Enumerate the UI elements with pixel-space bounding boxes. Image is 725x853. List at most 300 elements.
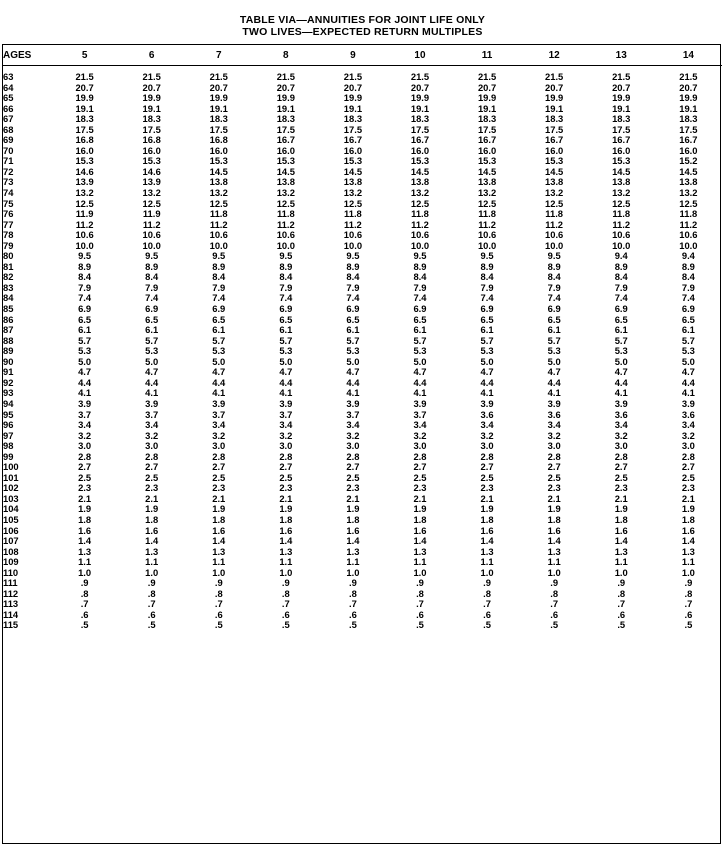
multiple-cell: 6.1 — [681, 324, 695, 336]
multiple-cell: .7 — [617, 598, 626, 610]
multiple-cell: 13.8 — [209, 176, 228, 188]
multiple-cell: 2.1 — [413, 492, 427, 504]
multiple-cell: 7.9 — [78, 281, 92, 293]
multiple-cell: 18.3 — [343, 113, 363, 125]
multiple-cell: 7.9 — [614, 281, 628, 293]
multiple-cell: 3.0 — [279, 440, 293, 452]
multiple-cell: 1.3 — [346, 545, 360, 557]
multiple-cell: 13.8 — [612, 176, 631, 188]
multiple-cell: 1.4 — [346, 535, 360, 547]
table-body — [3, 66, 722, 631]
multiple-cell: 4.4 — [279, 376, 293, 388]
multiple-cell: 2.8 — [279, 450, 293, 462]
multiple-cell: 4.1 — [78, 387, 92, 399]
multiple-cell: 4.4 — [480, 376, 494, 388]
multiple-cell: 1.6 — [78, 524, 92, 536]
table-frame — [2, 44, 721, 844]
multiple-cell: 5.0 — [78, 355, 92, 367]
multiple-cell: .8 — [80, 587, 89, 599]
table-row — [3, 399, 722, 410]
multiple-cell: 14.5 — [612, 165, 631, 177]
multiple-cell: 21.5 — [209, 71, 228, 82]
multiple-cell: 10.0 — [679, 239, 698, 251]
multiple-cell: 12.5 — [410, 197, 430, 209]
multiple-cell: 11.2 — [75, 218, 94, 230]
multiple-cell: .8 — [147, 587, 156, 599]
multiple-cell: 7.9 — [681, 281, 695, 293]
multiple-cell: 3.0 — [346, 440, 360, 452]
multiple-cell: 7.4 — [279, 292, 293, 304]
table-row — [3, 515, 722, 526]
multiple-cell: 11.8 — [478, 208, 496, 220]
multiple-cell: 6.9 — [279, 303, 293, 315]
multiple-cell: .8 — [684, 587, 693, 599]
multiple-cell: 1.8 — [145, 513, 159, 525]
multiple-cell: 15.3 — [343, 155, 363, 167]
multiple-cell: 19.9 — [276, 92, 295, 104]
multiple-cell: 1.9 — [413, 503, 427, 515]
multiple-cell: 2.1 — [212, 492, 226, 504]
multiple-cell: 7.4 — [413, 292, 427, 304]
multiple-cell: .9 — [684, 577, 693, 589]
row-age-label: 79 — [3, 239, 14, 251]
multiple-cell: 8.4 — [212, 271, 226, 283]
multiple-cell: 1.0 — [145, 566, 159, 578]
multiple-cell: 1.9 — [212, 503, 226, 515]
row-age-label: 82 — [3, 271, 14, 283]
row-age-label: 64 — [3, 81, 14, 93]
multiple-cell: .8 — [416, 587, 424, 599]
multiple-cell: 4.7 — [212, 366, 226, 378]
multiple-cell: 3.2 — [413, 429, 427, 441]
multiple-cell: 21.5 — [343, 71, 363, 82]
multiple-cell: 12.5 — [477, 197, 497, 209]
multiple-cell: 6.1 — [480, 324, 494, 336]
multiple-cell: 1.0 — [413, 566, 427, 578]
multiple-cell: 4.4 — [681, 376, 695, 388]
table-row — [3, 578, 722, 589]
multiple-cell: 7.9 — [480, 281, 494, 293]
multiple-cell: 4.1 — [480, 387, 494, 399]
multiple-cell: 4.1 — [681, 387, 695, 399]
multiple-cell: 13.8 — [545, 176, 564, 188]
multiple-cell: 8.9 — [480, 260, 494, 272]
multiple-cell: 3.6 — [480, 408, 494, 420]
multiple-cell: 2.1 — [480, 492, 494, 504]
multiple-cell: 1.6 — [346, 524, 360, 536]
multiple-cell: 2.1 — [78, 492, 92, 504]
column-header-age-6: 6 — [118, 45, 185, 66]
multiple-cell: 21.5 — [75, 71, 94, 82]
row-age-label: 83 — [3, 281, 14, 293]
multiple-cell: 1.4 — [547, 535, 561, 547]
multiple-cell: 12.5 — [679, 197, 698, 209]
table-row — [3, 420, 722, 431]
expected-return-multiples-table — [3, 45, 722, 631]
multiple-cell: 6.1 — [78, 324, 92, 336]
multiple-cell: 4.7 — [346, 366, 360, 378]
multiple-cell: 4.7 — [279, 366, 293, 378]
multiple-cell: 9.5 — [78, 250, 92, 262]
multiple-cell: 6.1 — [212, 324, 226, 336]
multiple-cell: 10.0 — [343, 239, 363, 251]
multiple-cell: 3.4 — [145, 419, 159, 431]
multiple-cell: 5.0 — [681, 355, 695, 367]
multiple-cell: 14.5 — [545, 165, 564, 177]
table-row — [3, 589, 722, 600]
multiple-cell: 16.0 — [477, 144, 497, 156]
multiple-cell: 2.5 — [547, 471, 561, 483]
multiple-cell: 4.4 — [614, 376, 628, 388]
table-row — [3, 72, 722, 83]
multiple-cell: 5.0 — [413, 355, 427, 367]
multiple-cell: 1.3 — [480, 545, 494, 557]
multiple-cell: 2.1 — [346, 492, 360, 504]
multiple-cell: 3.9 — [413, 397, 427, 409]
document-title — [0, 0, 725, 38]
multiple-cell: 19.9 — [410, 92, 430, 104]
row-age-label: 86 — [3, 313, 14, 325]
multiple-cell: 2.3 — [614, 482, 628, 494]
multiple-cell: 3.2 — [547, 429, 561, 441]
multiple-cell: 3.9 — [480, 397, 494, 409]
multiple-cell: 19.9 — [209, 92, 228, 104]
multiple-cell: 7.4 — [78, 292, 92, 304]
multiple-cell: 8.4 — [279, 271, 293, 283]
multiple-cell: 19.9 — [343, 92, 363, 104]
row-age-label: 103 — [3, 492, 19, 504]
multiple-cell: 1.0 — [212, 566, 226, 578]
multiple-cell: .7 — [550, 598, 559, 610]
multiple-cell: 14.6 — [75, 165, 94, 177]
multiple-cell: 1.9 — [614, 503, 628, 515]
multiple-cell: 1.0 — [480, 566, 494, 578]
multiple-cell: .5 — [416, 619, 424, 631]
multiple-cell: 1.4 — [614, 535, 628, 547]
multiple-cell: 19.1 — [276, 102, 295, 114]
multiple-cell: 1.4 — [681, 535, 695, 547]
multiple-cell: 4.4 — [78, 376, 92, 388]
multiple-cell: 14.5 — [477, 165, 497, 177]
row-age-label: 115 — [3, 619, 19, 631]
multiple-cell: 1.0 — [279, 566, 293, 578]
multiple-cell: 6.9 — [614, 303, 628, 315]
multiple-cell: 19.1 — [75, 102, 94, 114]
multiple-cell: 2.3 — [346, 482, 360, 494]
multiple-cell: 2.1 — [547, 492, 561, 504]
multiple-cell: 1.9 — [346, 503, 360, 515]
multiple-cell: 17.5 — [142, 123, 161, 135]
multiple-cell: 8.9 — [346, 260, 360, 272]
multiple-cell: .7 — [281, 598, 290, 610]
multiple-cell: 2.8 — [681, 450, 695, 462]
row-age-label: 88 — [3, 334, 14, 346]
multiple-cell: 5.3 — [614, 345, 628, 357]
row-age-label: 87 — [3, 324, 14, 336]
multiple-cell: 18.3 — [612, 113, 631, 125]
multiple-cell: 1.4 — [413, 535, 427, 547]
multiple-cell: 3.9 — [279, 397, 293, 409]
multiple-cell: 1.6 — [480, 524, 494, 536]
table-row — [3, 610, 722, 621]
multiple-cell: 16.8 — [142, 134, 161, 146]
multiple-cell: 2.3 — [480, 482, 494, 494]
multiple-cell: 19.1 — [209, 102, 228, 114]
multiple-cell: 1.8 — [78, 513, 92, 525]
multiple-cell: 5.3 — [480, 345, 494, 357]
multiple-cell: 4.7 — [614, 366, 628, 378]
row-age-label: 95 — [3, 408, 14, 420]
multiple-cell: 21.5 — [410, 71, 430, 82]
column-header-age-8: 8 — [252, 45, 319, 66]
multiple-cell: 20.7 — [410, 81, 430, 93]
row-age-label: 77 — [3, 218, 14, 230]
multiple-cell: 12.5 — [142, 197, 161, 209]
multiple-cell: 4.1 — [614, 387, 628, 399]
multiple-cell: 2.7 — [547, 461, 561, 473]
multiple-cell: 20.7 — [75, 81, 94, 93]
multiple-cell: 5.3 — [346, 345, 360, 357]
multiple-cell: 5.7 — [279, 334, 293, 346]
multiple-cell: 7.4 — [145, 292, 159, 304]
multiple-cell: 5.0 — [547, 355, 561, 367]
multiple-cell: 7.4 — [346, 292, 360, 304]
multiple-cell: .7 — [416, 598, 424, 610]
multiple-cell: 15.2 — [679, 155, 698, 167]
multiple-cell: 7.9 — [212, 281, 226, 293]
multiple-cell: .5 — [349, 619, 357, 631]
multiple-cell: 18.3 — [209, 113, 228, 125]
multiple-cell: .9 — [147, 577, 156, 589]
multiple-cell: 2.5 — [346, 471, 360, 483]
multiple-cell: 13.2 — [410, 187, 430, 199]
multiple-cell: 11.2 — [142, 218, 161, 230]
multiple-cell: 15.3 — [410, 155, 430, 167]
multiple-cell: 6.5 — [78, 313, 92, 325]
multiple-cell: 18.3 — [75, 113, 94, 125]
multiple-cell: 5.0 — [614, 355, 628, 367]
multiple-cell: 4.4 — [145, 376, 159, 388]
multiple-cell: .6 — [281, 608, 290, 620]
multiple-cell: 5.0 — [212, 355, 226, 367]
multiple-cell: 2.3 — [279, 482, 293, 494]
multiple-cell: 6.9 — [212, 303, 226, 315]
multiple-cell: 3.0 — [413, 440, 427, 452]
multiple-cell: 9.5 — [346, 250, 360, 262]
multiple-cell: 14.5 — [209, 165, 228, 177]
multiple-cell: 3.2 — [480, 429, 494, 441]
multiple-cell: 5.7 — [547, 334, 561, 346]
multiple-cell: 16.7 — [679, 134, 698, 146]
row-age-label: 75 — [3, 197, 14, 209]
multiple-cell: 13.2 — [343, 187, 363, 199]
row-age-label: 68 — [3, 123, 14, 135]
table-header — [3, 45, 722, 66]
row-age-label: 104 — [3, 503, 19, 515]
multiple-cell: 11.8 — [209, 208, 228, 220]
multiple-cell: 3.7 — [78, 408, 92, 420]
multiple-cell: 1.4 — [480, 535, 494, 547]
multiple-cell: 5.7 — [78, 334, 92, 346]
multiple-cell: 6.1 — [413, 324, 427, 336]
multiple-cell: 19.1 — [343, 102, 363, 114]
multiple-cell: 5.7 — [681, 334, 695, 346]
row-age-label: 91 — [3, 366, 14, 378]
multiple-cell: 3.0 — [547, 440, 561, 452]
multiple-cell: 2.3 — [145, 482, 159, 494]
table-row — [3, 188, 722, 199]
multiple-cell: 1.0 — [346, 566, 360, 578]
column-header-age-12: 12 — [521, 45, 588, 66]
multiple-cell: 15.3 — [545, 155, 564, 167]
multiple-cell: 1.1 — [212, 556, 226, 568]
multiple-cell: 19.9 — [477, 92, 497, 104]
multiple-cell: .6 — [483, 608, 491, 620]
multiple-cell: 10.6 — [410, 229, 430, 241]
multiple-cell: 3.7 — [346, 408, 360, 420]
multiple-cell: 3.9 — [681, 397, 695, 409]
multiple-cell: .7 — [349, 598, 357, 610]
multiple-cell: 21.5 — [679, 71, 698, 82]
multiple-cell: 15.3 — [612, 155, 631, 167]
multiple-cell: 10.6 — [612, 229, 631, 241]
row-age-label: 113 — [3, 598, 19, 610]
multiple-cell: 7.9 — [279, 281, 293, 293]
multiple-cell: 12.5 — [75, 197, 94, 209]
multiple-cell: 10.6 — [545, 229, 564, 241]
row-age-label: 101 — [3, 471, 19, 483]
row-age-label: 94 — [3, 397, 14, 409]
multiple-cell: 3.0 — [212, 440, 226, 452]
multiple-cell: 10.6 — [75, 229, 94, 241]
multiple-cell: 1.1 — [145, 556, 159, 568]
multiple-cell: 21.5 — [276, 71, 295, 82]
multiple-cell: 13.2 — [142, 187, 161, 199]
multiple-cell: 2.7 — [614, 461, 628, 473]
multiple-cell: 11.8 — [276, 208, 295, 220]
multiple-cell: 17.5 — [209, 123, 228, 135]
row-age-label: 81 — [3, 260, 14, 272]
multiple-cell: 13.9 — [142, 176, 161, 188]
multiple-cell: 2.7 — [212, 461, 226, 473]
multiple-cell: 11.2 — [344, 218, 362, 230]
multiple-cell: 1.1 — [279, 556, 293, 568]
multiple-cell: 6.1 — [547, 324, 561, 336]
multiple-cell: .8 — [617, 587, 626, 599]
multiple-cell: 16.0 — [545, 144, 564, 156]
row-age-label: 65 — [3, 92, 14, 104]
multiple-cell: 2.7 — [681, 461, 695, 473]
multiple-cell: .9 — [281, 577, 290, 589]
multiple-cell: 3.9 — [346, 397, 360, 409]
multiple-cell: 12.5 — [276, 197, 295, 209]
multiple-cell: 2.5 — [145, 471, 159, 483]
multiple-cell: 9.5 — [413, 250, 427, 262]
multiple-cell: 13.2 — [545, 187, 564, 199]
multiple-cell: 4.4 — [212, 376, 226, 388]
multiple-cell: .6 — [214, 608, 223, 620]
multiple-cell: 3.4 — [547, 419, 561, 431]
multiple-cell: 7.4 — [480, 292, 494, 304]
row-age-label: 110 — [3, 566, 19, 578]
multiple-cell: 8.4 — [346, 271, 360, 283]
row-age-label: 107 — [3, 535, 19, 547]
multiple-cell: 15.3 — [142, 155, 161, 167]
multiple-cell: 1.1 — [547, 556, 561, 568]
multiple-cell: 1.1 — [614, 556, 628, 568]
multiple-cell: 8.4 — [681, 271, 695, 283]
multiple-cell: 13.2 — [75, 187, 94, 199]
multiple-cell: 2.8 — [614, 450, 628, 462]
multiple-cell: 6.5 — [480, 313, 494, 325]
multiple-cell: 4.7 — [480, 366, 494, 378]
multiple-cell: 6.9 — [547, 303, 561, 315]
multiple-cell: 5.7 — [212, 334, 226, 346]
row-age-label: 85 — [3, 303, 14, 315]
multiple-cell: 10.0 — [75, 239, 94, 251]
multiple-cell: 10.6 — [142, 229, 161, 241]
multiple-cell: 3.4 — [413, 419, 427, 431]
multiple-cell: 2.3 — [78, 482, 92, 494]
multiple-cell: 1.1 — [413, 556, 427, 568]
multiple-cell: 4.1 — [145, 387, 159, 399]
multiple-cell: 17.5 — [75, 123, 94, 135]
row-age-label: 67 — [3, 113, 14, 125]
multiple-cell: 16.0 — [209, 144, 228, 156]
multiple-cell: 1.6 — [145, 524, 159, 536]
multiple-cell: 5.0 — [279, 355, 293, 367]
multiple-cell: 16.8 — [75, 134, 94, 146]
multiple-cell: 18.3 — [276, 113, 295, 125]
multiple-cell: 4.1 — [413, 387, 427, 399]
multiple-cell: 19.9 — [545, 92, 564, 104]
multiple-cell: 1.9 — [480, 503, 494, 515]
multiple-cell: 16.0 — [612, 144, 631, 156]
multiple-cell: 8.9 — [547, 260, 561, 272]
multiple-cell: 4.1 — [346, 387, 360, 399]
row-age-label: 76 — [3, 208, 14, 220]
multiple-cell: 3.6 — [547, 408, 561, 420]
multiple-cell: 18.3 — [477, 113, 497, 125]
multiple-cell: 10.0 — [612, 239, 631, 251]
multiple-cell: 3.9 — [614, 397, 628, 409]
multiple-cell: 3.2 — [279, 429, 293, 441]
multiple-cell: .5 — [617, 619, 626, 631]
multiple-cell: 2.8 — [212, 450, 226, 462]
multiple-cell: 9.5 — [145, 250, 159, 262]
row-age-label: 74 — [3, 187, 14, 199]
multiple-cell: 8.4 — [413, 271, 427, 283]
multiple-cell: 5.3 — [681, 345, 695, 357]
multiple-cell: 2.8 — [480, 450, 494, 462]
multiple-cell: 16.0 — [410, 144, 430, 156]
multiple-cell: 10.0 — [545, 239, 564, 251]
multiple-cell: 9.4 — [614, 250, 628, 262]
multiple-cell: 3.2 — [212, 429, 226, 441]
multiple-cell: 2.1 — [681, 492, 695, 504]
multiple-cell: 2.5 — [78, 471, 92, 483]
row-age-label: 66 — [3, 102, 14, 114]
multiple-cell: 1.3 — [413, 545, 427, 557]
multiple-cell: 4.4 — [547, 376, 561, 388]
multiple-cell: 2.8 — [145, 450, 159, 462]
multiple-cell: 2.8 — [547, 450, 561, 462]
multiple-cell: 3.0 — [681, 440, 695, 452]
multiple-cell: 10.0 — [276, 239, 295, 251]
multiple-cell: 1.6 — [547, 524, 561, 536]
multiple-cell: 7.4 — [212, 292, 226, 304]
multiple-cell: 4.4 — [413, 376, 427, 388]
